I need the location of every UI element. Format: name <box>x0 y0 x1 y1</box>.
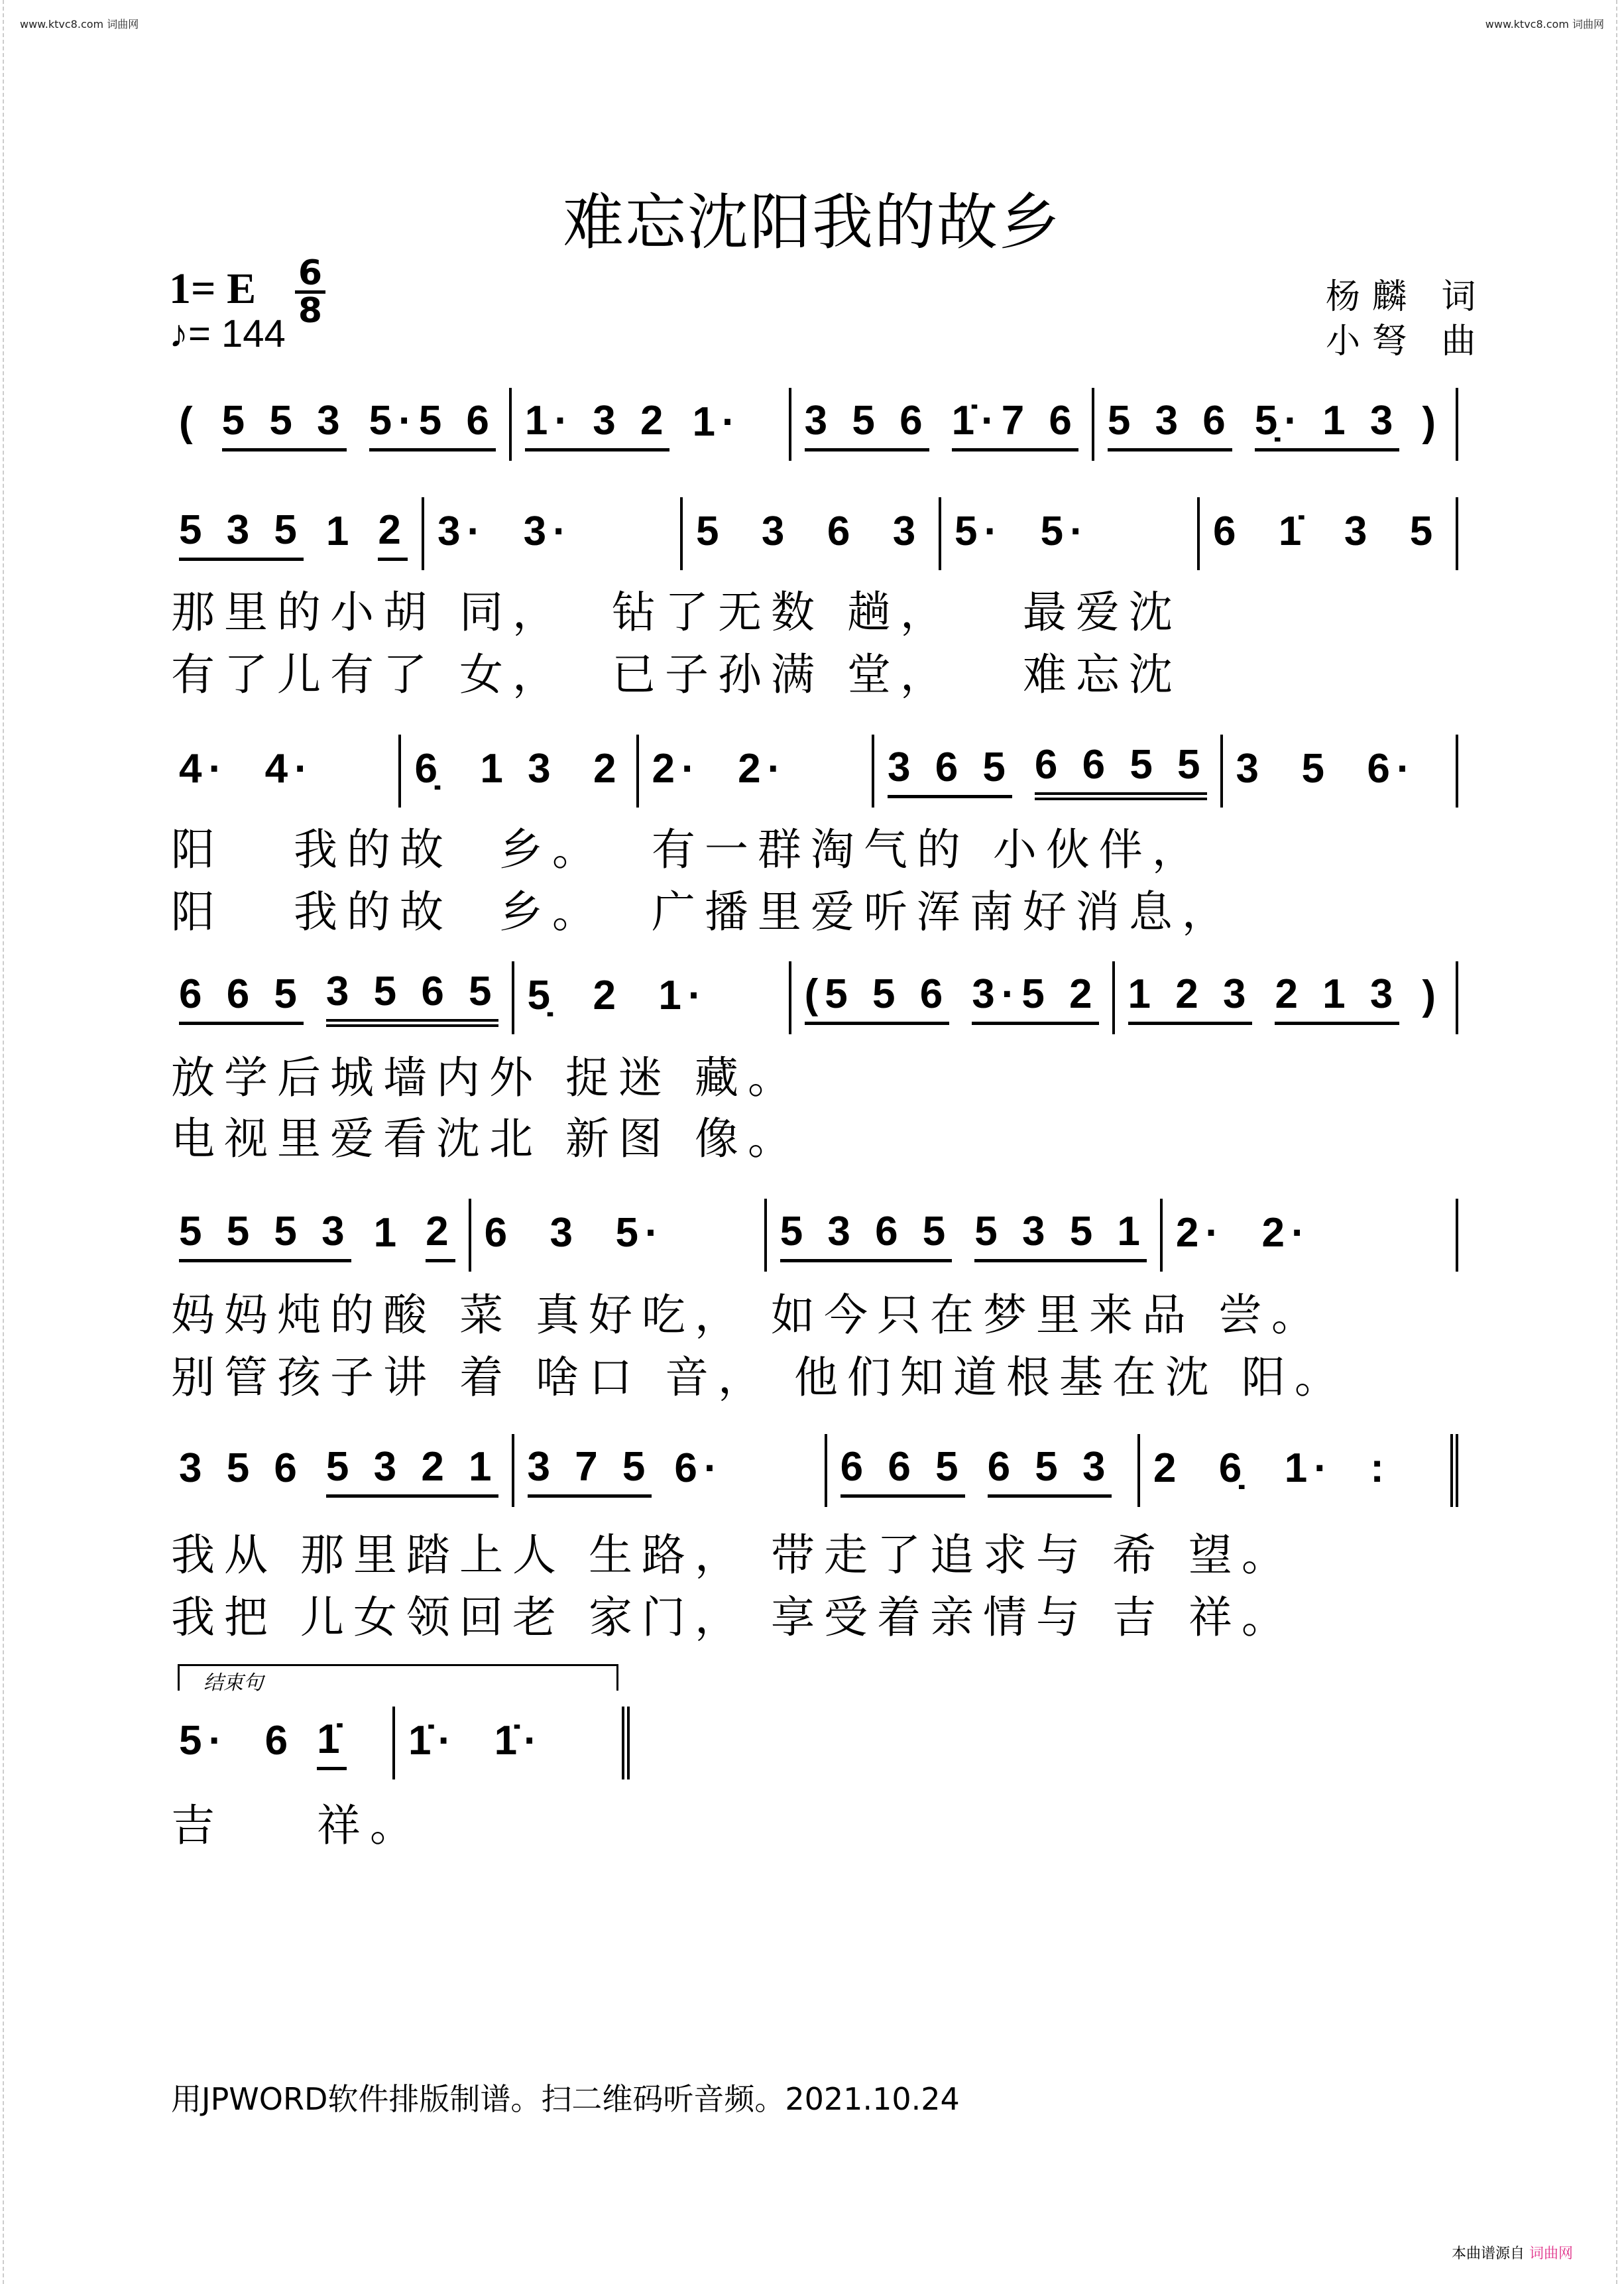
note-group: 5· 5· <box>955 509 1090 554</box>
lyric-line: 放学后城墙内外 捉迷 藏。 <box>171 1052 801 1103</box>
note-group: 2· 2· <box>652 746 788 792</box>
measure <box>166 388 512 461</box>
note-group: 3· 3· <box>437 509 573 554</box>
note-group: 5̣· 1 3 <box>1255 398 1400 451</box>
lyric-line: 电视里爱看沈北 新图 像。 <box>171 1113 801 1164</box>
watermark-right: www.ktvc8.com 词曲网 <box>1485 18 1604 30</box>
watermark-left: www.ktvc8.com 词曲网 <box>20 18 139 30</box>
lyric-line: 阳 我的故 乡。 有一群淘气的 小伙伴， <box>171 824 1205 875</box>
lyric-line: 那里的小胡 同， 钻了无数 趟， 最爱沈 <box>171 587 1182 638</box>
lyric-line: 别管孩子讲 着 啥口 音， 他们知道根基在沈 阳。 <box>171 1352 1348 1403</box>
note-group: 3 7 5 <box>528 1444 652 1498</box>
time-signature <box>295 253 325 331</box>
measure <box>166 1434 514 1507</box>
note-group: 3 5 6 <box>179 1445 304 1491</box>
notation-system <box>166 388 1458 461</box>
lyric-line: 吉 祥。 <box>171 1800 423 1851</box>
song-title: 难忘沈阳我的故乡 <box>562 187 1061 258</box>
note-group: 3 5 6 <box>805 398 929 451</box>
measure <box>514 1434 827 1507</box>
note-group: 1 <box>373 1210 404 1256</box>
note-group: 2 6̣ 1· : <box>1153 1445 1391 1491</box>
note-group: 3·5 2 <box>972 971 1098 1025</box>
source-text: 本曲谱源自 <box>1452 2246 1525 2262</box>
notation-system <box>166 1707 630 1779</box>
notation-system <box>166 1199 1458 1272</box>
measure <box>166 497 424 570</box>
note-group: 6 6 5 5 <box>1035 742 1207 800</box>
notation-system <box>166 497 1458 570</box>
lyric-line: 妈妈炖的酸 菜 真好吃， 如今只在梦里来品 尝。 <box>171 1290 1324 1341</box>
note-group: 2· 2· <box>1175 1210 1312 1256</box>
measure <box>791 961 1115 1034</box>
time-top: 6 <box>298 253 323 293</box>
note-group: 6 1̇ 3 5 <box>1213 509 1440 554</box>
note-group: 6 6 5 <box>179 971 304 1025</box>
note-group: 2 <box>378 507 407 561</box>
note-group: 6 6 5 <box>841 1444 965 1498</box>
note-group: 5 3 5 1 <box>974 1209 1147 1262</box>
measure <box>827 1434 1140 1507</box>
measure <box>683 497 941 570</box>
note-group: 5 3 6 <box>1108 398 1232 451</box>
note-group: 1̇ <box>317 1716 346 1770</box>
lyricist: 杨麟 词 <box>1326 277 1488 317</box>
lyric-line: 我从 那里踏上人 生路， 带走了追求与 希 望。 <box>171 1530 1295 1581</box>
lyric-line: 有了儿有了 女， 已子孙满 堂， 难忘沈 <box>171 649 1182 700</box>
note-group: 5 3 6 5 <box>780 1209 953 1262</box>
measure <box>1115 961 1458 1034</box>
measure <box>471 1199 767 1272</box>
note-group: 5 3 5 <box>179 507 304 561</box>
note-group: 2 1 3 <box>1275 971 1399 1025</box>
notation-system <box>166 961 1458 1034</box>
measure <box>514 961 791 1034</box>
left-border <box>3 0 11 2284</box>
note-group: 3 6 5 <box>888 745 1012 798</box>
note-group: 1 2 3 <box>1128 971 1253 1025</box>
measure <box>1163 1199 1458 1272</box>
tempo: ♪= 144 <box>169 312 286 355</box>
right-border <box>1616 0 1624 2284</box>
measure <box>1140 1434 1458 1507</box>
note-group: 5 3 6 3 <box>696 509 923 554</box>
note-group: 5̣ 2 1· <box>527 973 709 1018</box>
note-group: 5· 6 <box>179 1718 295 1764</box>
measure <box>941 497 1200 570</box>
note-group: ) <box>1422 399 1442 445</box>
notation-system <box>166 1434 1458 1507</box>
note-group: 6̣ 1 3 2 <box>414 746 623 792</box>
measure <box>395 1707 630 1779</box>
note-group: ( <box>179 399 200 445</box>
note-group: 3 5 6 5 <box>326 969 498 1027</box>
footer-note: 用JPWORD软件排版制谱。扫二维码听音频。2021.10.24 <box>171 2081 960 2117</box>
measure <box>166 1199 471 1272</box>
note-group: 1̇·7 6 <box>952 398 1078 451</box>
key-signature: 1= E <box>169 265 257 313</box>
note-group: 5 3 2 1 <box>326 1444 498 1498</box>
source-credit <box>1452 2242 1573 2263</box>
measure <box>767 1199 1163 1272</box>
note-group: 3 5 6· <box>1236 746 1417 792</box>
note-group: 5 5 3 <box>222 398 347 451</box>
measure <box>639 735 874 808</box>
note-group: 6· <box>674 1445 725 1491</box>
note-group: ) <box>1422 973 1442 1018</box>
measure <box>401 735 638 808</box>
measure <box>1223 735 1458 808</box>
note-group: 6 5 3 <box>988 1444 1112 1498</box>
ending-label: 结束句 <box>178 1664 618 1691</box>
note-group: 4· 4· <box>179 746 315 792</box>
note-group: 1̇· 1̇· <box>408 1718 544 1764</box>
note-group: 2 <box>426 1209 455 1262</box>
note-group: 1· <box>692 399 742 445</box>
measure <box>1200 497 1458 570</box>
time-bottom: 8 <box>298 291 323 331</box>
notation-system <box>166 735 1458 808</box>
note-group: 1 <box>325 509 356 554</box>
measure <box>166 1707 395 1779</box>
composer: 小弩 曲 <box>1326 322 1488 361</box>
measure <box>424 497 683 570</box>
note-group: (5 5 6 <box>805 971 950 1025</box>
measure <box>1094 388 1458 461</box>
measure <box>166 735 401 808</box>
source-site-link[interactable]: 词曲网 <box>1529 2246 1574 2262</box>
measure <box>874 735 1223 808</box>
note-group: 1· 3 2 <box>525 398 670 451</box>
note-group: 5·5 6 <box>369 398 496 451</box>
measure <box>166 961 514 1034</box>
measure <box>791 388 1094 461</box>
note-group: 5 5 5 3 <box>179 1209 351 1262</box>
measure <box>512 388 791 461</box>
lyric-line: 阳 我的故 乡。 广播里爱听浑南好消息， <box>171 886 1235 937</box>
note-group: 6 3 5· <box>484 1210 666 1256</box>
lyric-line: 我把 儿女领回老 家门， 享受着亲情与 吉 祥。 <box>171 1592 1295 1643</box>
